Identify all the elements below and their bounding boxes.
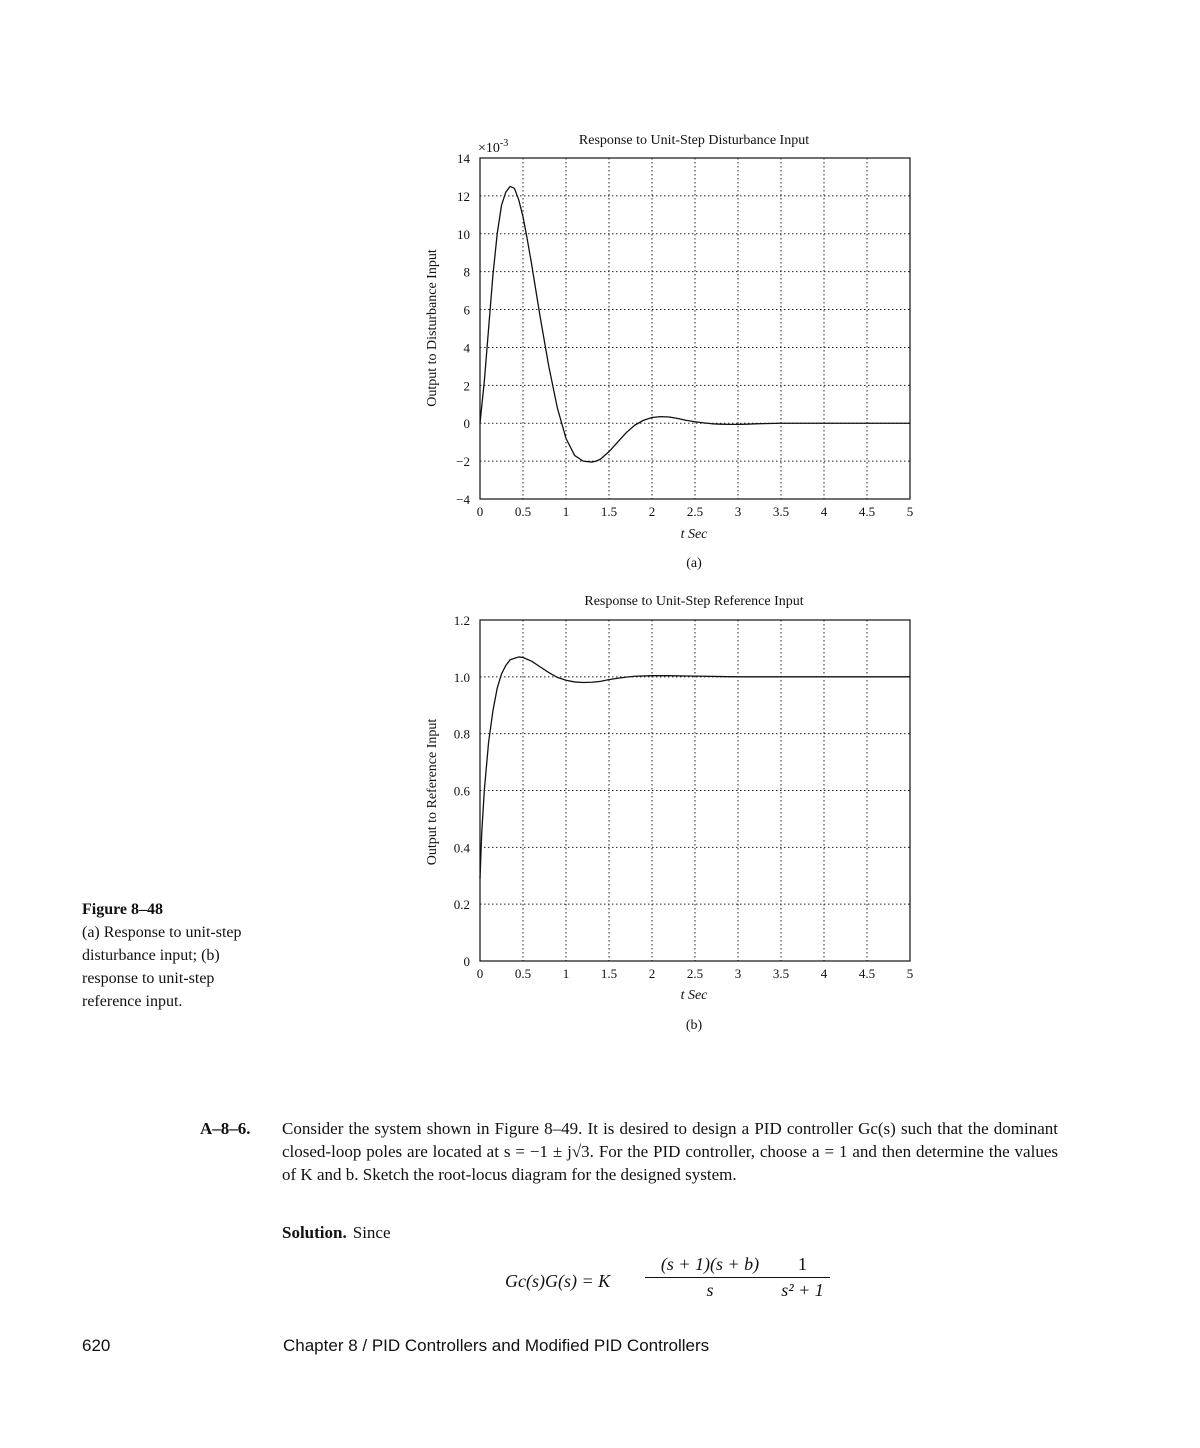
plot-area: [480, 158, 910, 499]
chart-title: Response to Unit-Step Reference Input: [584, 594, 804, 609]
figure-number: Figure 8–48: [82, 901, 164, 918]
running-head: Chapter 8 / PID Controllers and Modified PID Controllers: [283, 1336, 710, 1355]
x-tick-label: 4: [820, 504, 828, 519]
x-tick-label: 4.5: [858, 966, 876, 981]
y-tick-label: 1.0: [453, 669, 470, 685]
chart-title: Response to Unit-Step Disturbance Input: [578, 133, 810, 148]
x-tick-label: 1: [562, 504, 570, 519]
x-axis-label: t Sec: [680, 527, 708, 542]
y-axis-label: Output to Disturbance Input: [425, 249, 440, 407]
fraction-2-numerator: 1: [775, 1254, 830, 1278]
figure-caption-text: (a) Response to unit-step disturbance input; (b) response to unit-step reference input.: [82, 924, 242, 1010]
subfigure-caption: (a): [686, 556, 702, 571]
x-tick-label: 3.5: [772, 966, 790, 981]
x-tick-label: 5: [906, 966, 914, 981]
y-tick-label: 14: [457, 151, 470, 166]
x-tick-label: 2: [648, 504, 656, 519]
fraction-1-denominator: s: [706, 1280, 714, 1300]
fraction-2: [775, 1254, 830, 1301]
x-tick-label: 0: [476, 504, 484, 519]
y-axis-label: Output to Reference Input: [425, 718, 440, 866]
x-axis-label: t Sec: [680, 988, 708, 1003]
x-tick-label: 1.5: [600, 504, 618, 519]
y-tick-label: 0.4: [453, 840, 470, 856]
x-tick-label: 3.5: [772, 504, 790, 519]
y-tick-label: 0.2: [453, 897, 470, 913]
y-tick-label: 0: [463, 954, 470, 969]
grid: [480, 158, 910, 499]
reference-response-chart: [400, 585, 940, 1035]
fraction-1: [645, 1254, 775, 1301]
y-ticks: [456, 151, 470, 507]
x-tick-label: 1: [562, 966, 570, 981]
problem-text: Consider the system shown in Figure 8–49. It is desired to design a PID controller Gc(s) such that the dominant closed-loop poles are located at s = −1 ± j√3. For the PID controller, choose a = 1 and then determine the values of K and b. Sketch the root-locus diagram for the designed system.: [282, 1119, 1058, 1184]
y-tick-label: −4: [456, 492, 470, 507]
figure-caption: [82, 898, 272, 1013]
grid: [480, 620, 910, 961]
page-number: 620: [82, 1336, 111, 1355]
y-tick-label: 8: [463, 264, 470, 280]
y-tick-label: 0: [463, 416, 470, 432]
solution-label: Solution.: [282, 1223, 347, 1242]
subfigure-caption: (b): [685, 1018, 703, 1033]
y-tick-label: 2: [463, 378, 470, 394]
disturbance-response-chart: [400, 120, 940, 580]
y-ticks: [454, 613, 471, 969]
y-multiplier: $\times 10^{-3}$: [478, 138, 509, 156]
solution-text: Since: [352, 1223, 391, 1242]
y-tick-label: 1.2: [453, 613, 470, 628]
x-tick-label: 5: [906, 504, 914, 519]
y-tick-label: 6: [463, 302, 470, 318]
axes-frame: [480, 158, 910, 499]
x-ticks: [477, 504, 914, 519]
equation-lhs: Gc(s)G(s) = K: [505, 1271, 611, 1291]
y-tick-label: 10: [457, 226, 470, 242]
solution-line: [282, 1221, 391, 1244]
x-tick-label: 4: [820, 966, 828, 981]
problem-label: A–8–6.: [200, 1119, 251, 1138]
y-tick-label: 0.8: [453, 726, 470, 742]
x-tick-label: 2.5: [686, 504, 704, 519]
x-tick-label: 1.5: [600, 966, 618, 981]
y-tick-label: 0.6: [453, 783, 470, 799]
series-line: [480, 186, 910, 462]
x-tick-label: 0: [476, 966, 484, 981]
x-tick-label: 4.5: [858, 504, 876, 519]
x-tick-label: 3: [734, 504, 742, 519]
x-tick-label: 2.5: [686, 966, 704, 981]
x-tick-label: 3: [734, 966, 742, 981]
y-tick-label: 12: [457, 188, 470, 204]
x-tick-label: 0.5: [514, 966, 532, 981]
y-tick-label: 4: [463, 340, 470, 356]
x-tick-label: 0.5: [514, 504, 532, 519]
y-tick-label: −2: [456, 454, 470, 470]
x-ticks: [477, 966, 914, 981]
fraction-2-denominator: s² + 1: [781, 1280, 824, 1300]
x-tick-label: 2: [648, 966, 656, 981]
fraction-1-numerator: (s + 1)(s + b): [645, 1254, 775, 1278]
